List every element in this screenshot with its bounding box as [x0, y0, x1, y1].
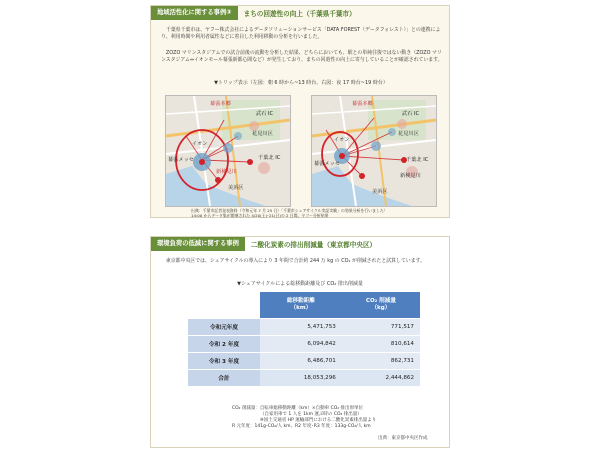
- case-subtitle: 二酸化炭素の排出削減量（東京都中央区）: [250, 241, 377, 249]
- map-label: 千葉北 IC: [258, 155, 281, 161]
- map-label: 幕張本郷: [210, 101, 231, 107]
- row-label: 令和 3 年度: [188, 353, 260, 370]
- table-caption: ▼シェアサイクルによる総移動距離及び CO₂ 排出削減量: [237, 281, 363, 287]
- row-label: 合計: [188, 370, 260, 387]
- case-paragraph: 東京都中央区では、シェアサイクルの導入により 3 年間で合計約 244 万 kg の CO₂ が削減されたと試算しています。: [165, 258, 425, 264]
- source-note: [191, 208, 446, 218]
- distance-value: 6,094,842: [260, 336, 342, 353]
- header-text: 総移動距離 （km）: [286, 298, 315, 311]
- map-label: 武石 IC: [256, 111, 274, 117]
- trip-map-morning: [165, 95, 291, 207]
- co2-value: 771,517: [342, 319, 420, 336]
- case-tag: 地域活性化に関する事例③: [151, 6, 238, 20]
- source-note-line: 出典：千葉市記者発表資料（令和元年 7 月 25 日）「千葉市シェアサイクル実証実験」の効果分析を行いました！: [191, 208, 388, 213]
- table-row: [188, 319, 420, 336]
- table-row: [188, 353, 420, 370]
- map-caption: ▼トリップ表示（左図：朝 6 時から~13 時台、右図：夜 17 時台~19 時台）: [214, 80, 388, 86]
- map-label: 幕張本郷: [352, 101, 373, 107]
- panel-header: [151, 237, 376, 251]
- case-paragraph-1: 千葉県千葉市は、ヤフー株式会社によるデータソリューションサービス「DATA FOREST（データフォレスト）」との連携により、利用時間や利用者属性などに着目した利用移動の分析を行いました。: [161, 27, 441, 40]
- map-label: 武石 IC: [402, 111, 420, 117]
- map-label: 美浜区: [228, 185, 244, 191]
- map-label: 新検見川: [216, 169, 237, 175]
- trip-map-evening: [311, 95, 437, 207]
- calc-note-line: （自家用車で 1 人を 1km 運ぶ時の CO₂ 排出量）: [260, 412, 362, 417]
- source-note-line: 14:00 からデータ集が開催された 4/20(土)･21(日)の 2 日間、ヤフー分析結果: [191, 213, 329, 218]
- row-label: 令和元年度: [188, 319, 260, 336]
- map-label: 花見川区: [252, 131, 273, 137]
- co2-table: [188, 292, 420, 387]
- case-tag: 環境負荷の低減に関する事例: [151, 237, 245, 251]
- case-paragraph-2: ZOZO マリンスタジアムでの試合前後の流動を分析した結果、どちらにおいても、駅との単純往復ではない動き（ZOZO マリンスタジアム⇔イオンモール幕張新都心間など）が発生しており、まちの回遊性の向上に寄与していることが確認されています。: [161, 50, 443, 63]
- distance-value: 5,471,753: [260, 319, 342, 336]
- calc-note-line: R 元年度：141g-CO₂/人 km、R2 年度･R3 年度：133g-CO₂/人 km: [232, 424, 371, 429]
- distance-value: 18,053,296: [260, 370, 342, 387]
- panel-header: [151, 6, 356, 20]
- calc-note-line: CO₂ 削減量：自転車総移動距離（km）×自動車 CO₂ 排出原単位: [232, 406, 364, 411]
- map-label: 新検見川: [400, 173, 421, 179]
- table-header-blank: [188, 292, 260, 319]
- calc-note: [232, 406, 376, 430]
- table-header-co2: [342, 292, 420, 319]
- co2-value: 862,731: [342, 353, 420, 370]
- map-label: イオン: [334, 137, 350, 143]
- map-label: 花見川区: [398, 131, 419, 137]
- row-label: 令和 2 年度: [188, 336, 260, 353]
- map-label: イオン: [192, 141, 208, 147]
- table-row: [188, 336, 420, 353]
- co2-value: 810,614: [342, 336, 420, 353]
- distance-value: 6,486,701: [260, 353, 342, 370]
- case-subtitle: まちの回遊性の向上（千葉県千葉市）: [243, 10, 356, 18]
- map-label: 幕張メッセ: [314, 161, 340, 167]
- map-label: 幕張メッセ: [168, 157, 194, 163]
- case-panel-chiba: [150, 5, 450, 218]
- source-note: 出典：東京都中央区作成: [378, 436, 428, 441]
- table-header-distance: [260, 292, 342, 319]
- map-label: 千葉北 IC: [406, 157, 429, 163]
- map-label: 美浜区: [372, 189, 388, 195]
- table-row-total: [188, 370, 420, 387]
- calc-note-line: ※国土交通省 HP 運輸部門における二酸化炭素排出量より: [260, 418, 377, 423]
- header-text: CO₂ 削減量 （kg）: [365, 298, 396, 311]
- table-header-row: [188, 292, 420, 319]
- co2-value: 2,444,862: [342, 370, 420, 387]
